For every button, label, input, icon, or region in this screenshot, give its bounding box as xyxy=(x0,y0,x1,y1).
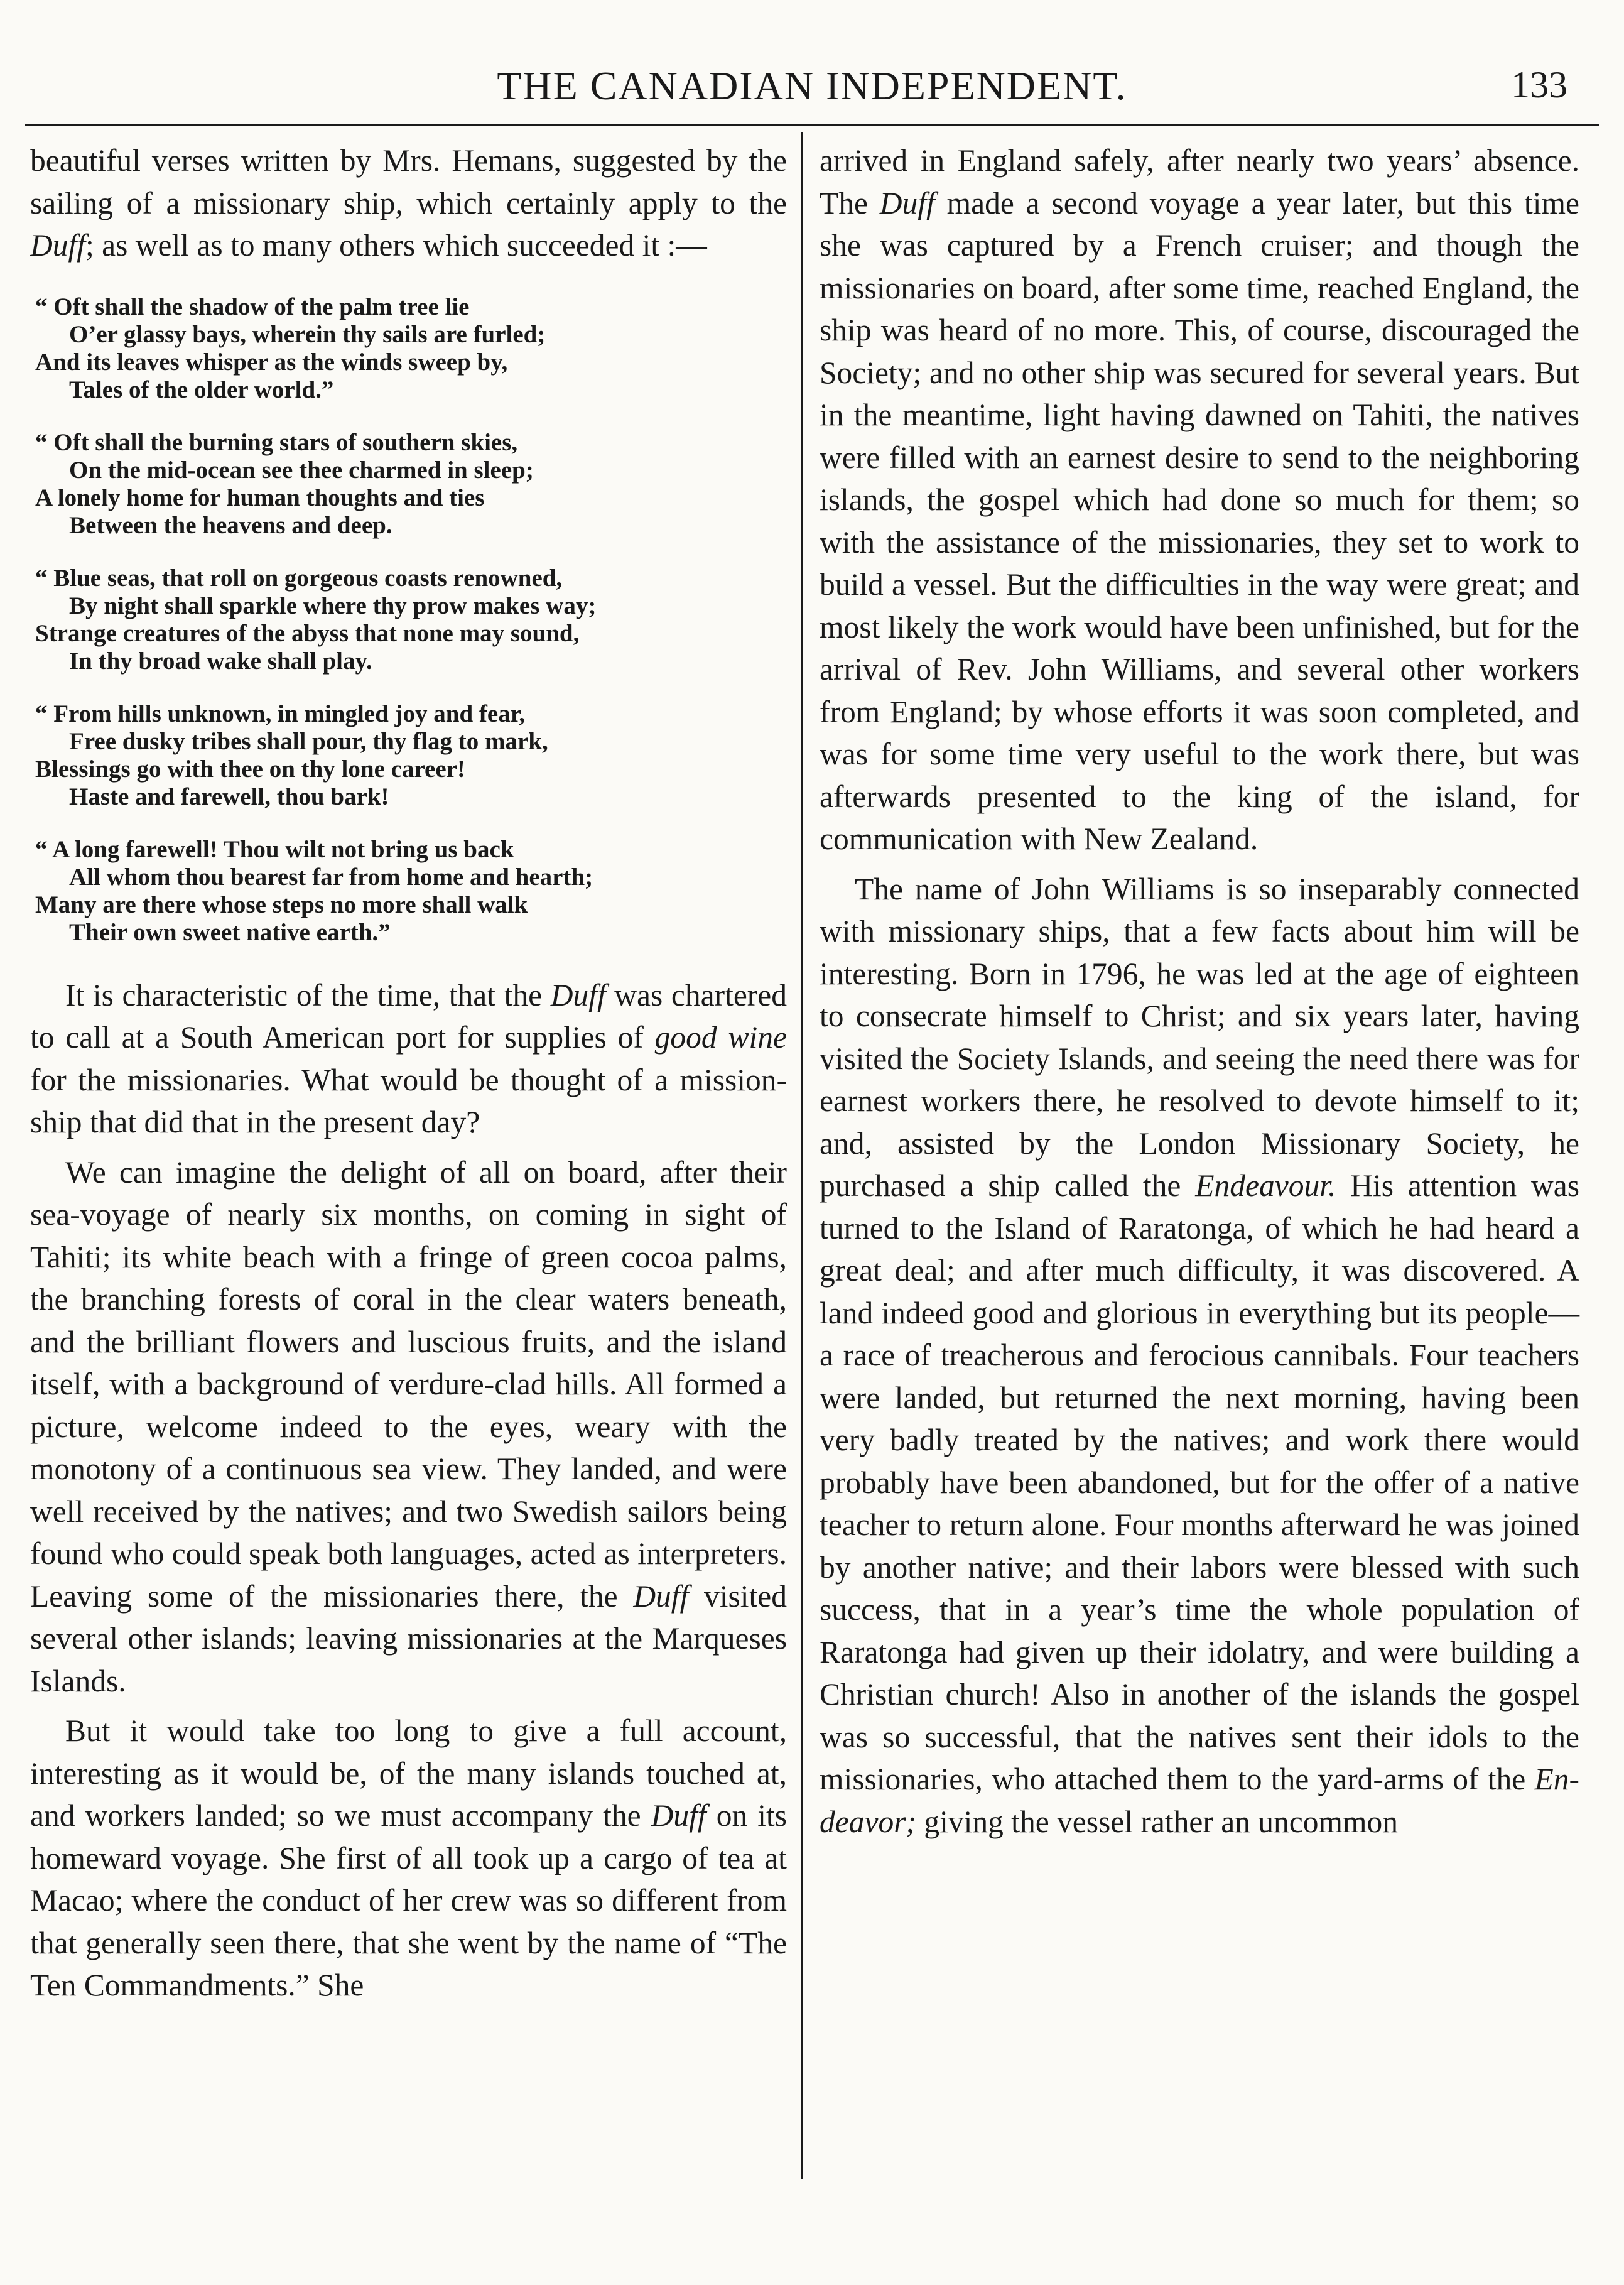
poem-line: Their own sweet native earth.” xyxy=(69,918,391,946)
intro-text: beautiful verses written by Mrs. Hemans, suggested by the sailing of a missionary ship, which certainly apply to the xyxy=(30,143,787,220)
poem-stanza xyxy=(30,429,787,540)
intro-text-end: ; as well as to many others which succeeded it :— xyxy=(85,228,707,263)
paragraph-text: arrived in England safely, after nearly two years’ absence. The xyxy=(820,143,1579,220)
page-header-title: THE CANADIAN INDEPENDENT. xyxy=(497,63,1127,108)
poem-line: Many are there whose steps no more shall walk xyxy=(35,891,528,918)
poem-line: Free dusky tribes shall pour, thy flag to mark, xyxy=(69,727,548,755)
poem-stanza xyxy=(30,565,787,675)
body-paragraph xyxy=(820,139,1579,860)
poem-line: Blessings go with thee on thy lone career! xyxy=(35,755,465,783)
poem-line: “ Oft shall the burning stars of southern skies, xyxy=(35,428,518,456)
right-column xyxy=(820,139,1579,1843)
paragraph-text: was chartered to call at a South American port for supplies of xyxy=(30,977,787,1055)
emphasized-text: good wine xyxy=(654,1020,787,1055)
poem-line: A lonely home for human thoughts and ties xyxy=(35,484,485,511)
paragraph-text: giving the vessel rather an uncommon xyxy=(916,1804,1399,1839)
poem-line: On the mid-ocean see thee charmed in sleep; xyxy=(69,456,534,484)
ship-name: Endeavor; xyxy=(820,1762,1579,1839)
paragraph-text: But it would take too long to give a full account, interesting as it would be, of the many islands touched at, and workers landed; so we must accompany the xyxy=(30,1713,787,1833)
ship-name: Duff xyxy=(550,977,606,1012)
paragraph-text: His attention was turned to the Island of Raratonga, of which he had heard a great deal; and after much difficulty, it was discovered. A land indeed good and glorious in everything but its people—a race of treacherous and ferocious cannibals. Four teachers were landed, but returned the next morning, having been very badly treated by the natives; and work there would probably have been abandoned, but for the offer of a native teacher to return alone. Four months afterward he was joined by another native; and their labors were blessed with such success, that in a year’s time the whole population of Raratonga had given up their idolatry, and were building a Christian church! Also in another of the islands the gospel was so successful, that the natives sent their idols to the missionaries, who attached them to the yard-arms of the xyxy=(820,1168,1579,1796)
ship-name: Duff xyxy=(879,185,935,220)
poem-line: O’er glassy bays, wherein thy sails are furled; xyxy=(69,320,546,348)
ship-name: Endeavour. xyxy=(1195,1168,1336,1203)
paragraph-text: visited several other islands; leaving missionaries at the Marqueses Islands. xyxy=(30,1578,787,1698)
poem-line: Strange creatures of the abyss that none may sound, xyxy=(35,619,580,647)
body-paragraph xyxy=(30,1151,787,1703)
body-paragraph xyxy=(820,868,1579,1843)
header-rule xyxy=(25,124,1599,126)
paragraph-text: on its homeward voyage. She first of all took up a cargo of tea at Macao; where the conduct of her crew was so different from that generally seen there, that she went by the name of “The Ten Commandments.” She xyxy=(30,1798,787,2002)
poem-line: “ A long farewell! Thou wilt not bring us back xyxy=(35,835,514,863)
paragraph-text: for the missionaries. What would be thought of a mission-ship that did that in the present day? xyxy=(30,1062,787,1139)
column-divider xyxy=(801,132,803,2179)
paragraph-text: made a second voyage a year later, but this time she was captured by a French cruiser; and though the missionaries on board, after some time, reached England, the ship was heard of no more. This, of course, discouraged the Society; and no other ship was secured for several years. But in the meantime, light having dawned on Tahiti, the natives were filled with an earnest desire to send to the neighboring islands, the gospel which had done so much for them; so with the assistance of the missionaries, they set to work to build a vessel. But the difficulties in the way were great; and most likely the work would have been unfinished, but for the arrival of Rev. John Williams, and several other workers from England; by whose efforts it was soon completed, and was for some time very useful to the work there, but was afterwards presented to the king of the island, for communication with New Zealand. xyxy=(820,185,1579,856)
paragraph-text: It is characteristic of the time, that the xyxy=(65,977,551,1012)
body-paragraph xyxy=(30,1710,787,2007)
poem-line: By night shall sparkle where thy prow makes way; xyxy=(69,592,597,619)
poem-line: Haste and farewell, thou bark! xyxy=(69,783,389,810)
poem-line: “ From hills unknown, in mingled joy and fear, xyxy=(35,700,526,727)
poem-line: And its leaves whisper as the winds sweep by, xyxy=(35,348,508,376)
left-column xyxy=(30,139,787,2007)
paragraph-text: The name of John Williams is so inseparably connected with missionary ships, that a few facts about him will be interesting. Born in 1796, he was led at the age of eighteen to consecrate himself to Christ; and six years later, having visited the Society Islands, and seeing the need there was for earnest workers there, he resolved to devote himself to it; and, assisted by the London Missionary Society, he purchased a ship called the xyxy=(820,871,1579,1203)
paragraph-text: We can imagine the delight of all on board, after their sea-voyage of nearly six months, on coming in sight of Tahiti; its white beach with a fringe of green cocoa palms, the branching forests of coral in the clear waters beneath, and the brilliant flowers and luscious fruits, and the island itself, with a background of verdure-clad hills. All formed a picture, welcome indeed to the eyes, weary with the monotony of a continuous sea view. They landed, and were well received by the natives; and two Swedish sailors being found who could speak both languages, acted as interpreters. Leaving some of the missionaries there, the xyxy=(30,1154,787,1614)
poem xyxy=(30,293,787,947)
poem-line: Between the heavens and deep. xyxy=(69,511,392,539)
poem-line: In thy broad wake shall play. xyxy=(69,647,372,675)
intro-paragraph xyxy=(30,139,787,267)
poem-stanza xyxy=(30,700,787,811)
poem-line: “ Blue seas, that roll on gorgeous coasts renowned, xyxy=(35,564,563,592)
poem-stanza xyxy=(30,293,787,404)
ship-name: Duff xyxy=(30,228,86,263)
page-number: 133 xyxy=(1511,64,1567,106)
poem-line: All whom thou bearest far from home and hearth; xyxy=(69,863,593,891)
poem-line: Tales of the older world.” xyxy=(69,376,334,403)
ship-name: Duff xyxy=(651,1798,706,1833)
ship-name: Duff xyxy=(633,1578,689,1614)
poem-line: “ Oft shall the shadow of the palm tree lie xyxy=(35,293,470,320)
poem-stanza xyxy=(30,836,787,947)
body-paragraph xyxy=(30,974,787,1144)
